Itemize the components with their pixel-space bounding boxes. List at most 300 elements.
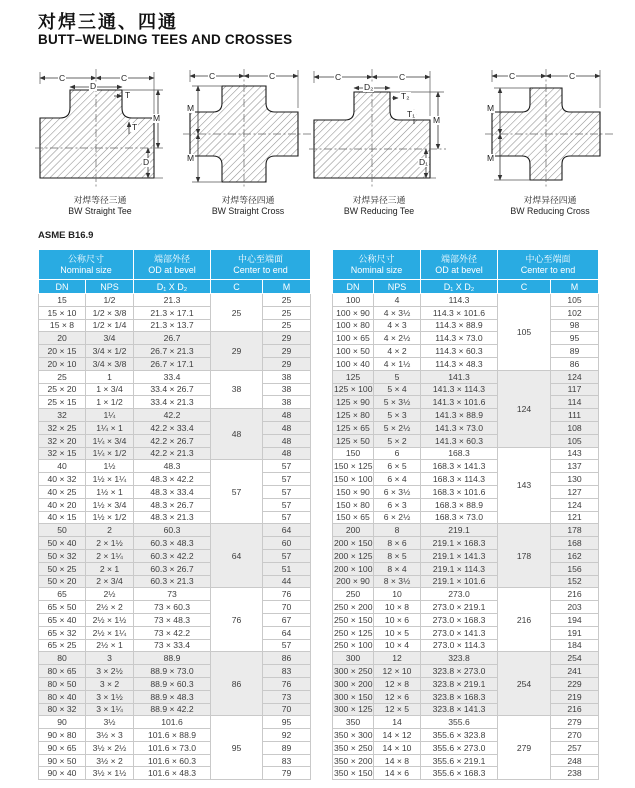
dn-cell: 15 × 10 bbox=[39, 306, 86, 319]
m-cell: 254 bbox=[551, 652, 599, 665]
od-cell: 168.3 × 101.6 bbox=[421, 485, 498, 498]
nps-cell: 6 × 2½ bbox=[374, 511, 421, 524]
header-od-zh: 端部外径 bbox=[153, 253, 190, 264]
nps-cell: 1½ bbox=[86, 460, 134, 473]
dn-cell: 32 bbox=[39, 409, 86, 422]
dn-cell: 80 × 40 bbox=[39, 690, 86, 703]
m-cell: 48 bbox=[263, 434, 311, 447]
table-row bbox=[333, 319, 599, 332]
od-cell: 88.9 × 42.2 bbox=[134, 703, 211, 716]
m-cell: 48 bbox=[263, 421, 311, 434]
od-cell: 114.3 bbox=[421, 294, 498, 307]
header-center-to-end bbox=[211, 250, 311, 280]
dn-cell: 125 bbox=[333, 370, 374, 383]
od-cell: 48.3 × 21.3 bbox=[134, 511, 211, 524]
nps-cell: 3 × 2½ bbox=[86, 665, 134, 678]
dn-cell: 90 bbox=[39, 716, 86, 729]
dn-cell: 50 × 20 bbox=[39, 575, 86, 588]
diagram-bw-reducing-tee bbox=[308, 66, 450, 217]
m-cell: 127 bbox=[551, 485, 599, 498]
dn-cell: 65 bbox=[39, 588, 86, 601]
c-cell: 124 bbox=[498, 370, 551, 447]
dn-cell: 300 × 200 bbox=[334, 678, 373, 689]
dn-cell: 65 × 50 bbox=[39, 601, 86, 614]
straight-tee-drawing bbox=[34, 66, 166, 190]
dn-cell: 65 × 40 bbox=[39, 613, 86, 626]
dim-label-t-top: T bbox=[125, 90, 131, 100]
dn-cell: 80 × 65 bbox=[39, 665, 86, 678]
nps-cell: 3 × 1¼ bbox=[86, 703, 134, 716]
dn-cell: 40 × 20 bbox=[39, 498, 86, 511]
m-cell: 219 bbox=[551, 690, 599, 703]
table-row bbox=[39, 613, 311, 626]
tee-body-section bbox=[40, 90, 154, 178]
table-row bbox=[39, 511, 311, 524]
dn-cell: 125 × 50 bbox=[333, 434, 374, 447]
nps-cell: 5 × 2½ bbox=[374, 421, 421, 434]
dn-cell: 40 × 15 bbox=[39, 511, 86, 524]
nps-cell: 2 × 1½ bbox=[86, 537, 134, 550]
m-cell: 25 bbox=[263, 306, 311, 319]
od-cell: 323.8 × 141.3 bbox=[421, 703, 498, 716]
dn-cell: 90 × 65 bbox=[39, 741, 86, 754]
table-row bbox=[333, 716, 599, 729]
dn-cell: 350 × 250 bbox=[334, 742, 373, 753]
dn-cell: 150 × 100 bbox=[334, 474, 373, 485]
header-od-zh: 端部外径 bbox=[440, 253, 477, 264]
od-cell: 60.3 bbox=[134, 524, 211, 537]
header-nominal-size bbox=[333, 250, 421, 280]
table-row bbox=[333, 741, 599, 754]
dn-cell: 25 × 20 bbox=[39, 383, 86, 396]
page-header bbox=[38, 12, 292, 48]
table-row bbox=[39, 409, 311, 422]
od-cell: 168.3 × 141.3 bbox=[421, 460, 498, 473]
m-cell: 216 bbox=[551, 703, 599, 716]
od-cell: 355.6 × 219.1 bbox=[421, 754, 498, 767]
dn-cell: 150 bbox=[333, 447, 374, 460]
caption-en: BW Reducing Tee bbox=[343, 206, 415, 216]
dn-cell: 90 × 50 bbox=[39, 754, 86, 767]
od-cell: 141.3 × 60.3 bbox=[421, 434, 498, 447]
od-cell: 273.0 bbox=[421, 588, 498, 601]
dn-cell: 150 × 80 bbox=[333, 498, 374, 511]
table-row bbox=[333, 690, 599, 703]
dim-label-t1: T₁ bbox=[407, 109, 416, 119]
header-center-zh: 中心至端面 bbox=[525, 253, 571, 264]
header-center-zh: 中心至端面 bbox=[238, 253, 284, 264]
m-cell: 38 bbox=[263, 383, 311, 396]
nps-cell: 12 × 10 bbox=[374, 665, 421, 678]
nps-cell: 12 × 5 bbox=[374, 703, 421, 716]
table-row bbox=[333, 294, 599, 307]
od-cell: 42.2 × 26.7 bbox=[134, 434, 211, 447]
dim-label-m: M bbox=[153, 113, 161, 123]
table-row bbox=[333, 639, 599, 652]
od-cell: 219.1 × 101.6 bbox=[421, 575, 498, 588]
m-cell: 64 bbox=[263, 524, 311, 537]
header-m: M bbox=[263, 280, 311, 294]
table-row bbox=[39, 665, 311, 678]
od-cell: 219.1 bbox=[421, 524, 498, 537]
nps-cell: 5 × 3 bbox=[374, 409, 421, 422]
table-row bbox=[333, 434, 599, 447]
table-row bbox=[39, 562, 311, 575]
od-cell: 168.3 × 73.0 bbox=[421, 511, 498, 524]
nps-cell: 10 × 4 bbox=[374, 639, 421, 652]
straight-cross-drawing bbox=[182, 66, 314, 190]
od-cell: 73 × 60.3 bbox=[134, 601, 211, 614]
table-row bbox=[333, 588, 599, 601]
table-row bbox=[39, 729, 311, 742]
table-row bbox=[39, 639, 311, 652]
od-cell: 88.9 × 60.3 bbox=[134, 677, 211, 690]
od-cell: 355.6 × 323.8 bbox=[421, 729, 498, 742]
nps-cell: 12 × 6 bbox=[374, 690, 421, 703]
table-row bbox=[39, 396, 311, 409]
nps-cell: 1¼ × 1/2 bbox=[86, 447, 134, 460]
od-cell: 48.3 bbox=[134, 460, 211, 473]
header-nominal-zh: 公称尺寸 bbox=[358, 253, 395, 264]
od-cell: 26.7 × 17.1 bbox=[134, 357, 211, 370]
m-cell: 79 bbox=[263, 767, 311, 780]
m-cell: 137 bbox=[551, 460, 599, 473]
caption-zh: 对焊等径三通 bbox=[73, 195, 127, 205]
table-row bbox=[39, 575, 311, 588]
nps-cell: 5 × 2 bbox=[374, 434, 421, 447]
od-cell: 219.1 × 141.3 bbox=[421, 549, 498, 562]
m-cell: 70 bbox=[263, 703, 311, 716]
nps-cell: 14 bbox=[374, 716, 421, 729]
dn-cell: 250 × 100 bbox=[334, 640, 373, 651]
dim-label-t2: T₂ bbox=[401, 91, 410, 101]
table-row bbox=[333, 575, 599, 588]
m-cell: 279 bbox=[551, 716, 599, 729]
dn-cell: 300 bbox=[333, 652, 374, 665]
dn-cell: 65 × 25 bbox=[39, 639, 86, 652]
dn-cell: 25 × 15 bbox=[39, 396, 86, 409]
c-cell: 105 bbox=[498, 294, 551, 371]
table-row bbox=[39, 473, 311, 486]
dn-cell: 200 × 100 bbox=[334, 563, 373, 574]
m-cell: 238 bbox=[551, 767, 599, 780]
header-nominal-zh: 公称尺寸 bbox=[67, 253, 104, 264]
table-row bbox=[39, 345, 311, 358]
od-cell: 60.3 × 26.7 bbox=[134, 562, 211, 575]
m-cell: 108 bbox=[551, 421, 599, 434]
nps-cell: 1¼ × 3/4 bbox=[86, 434, 134, 447]
od-cell: 42.2 bbox=[134, 409, 211, 422]
od-cell: 323.8 × 219.1 bbox=[421, 677, 498, 690]
dn-cell: 350 × 300 bbox=[334, 729, 373, 740]
table-row bbox=[39, 524, 311, 537]
nps-cell: 3 × 2 bbox=[86, 677, 134, 690]
dn-cell: 200 bbox=[333, 524, 374, 537]
table-row bbox=[333, 460, 599, 473]
c-cell: 38 bbox=[211, 370, 263, 408]
table-row bbox=[333, 562, 599, 575]
m-cell: 25 bbox=[263, 319, 311, 332]
header-dn: DN bbox=[333, 280, 374, 294]
m-cell: 73 bbox=[263, 690, 311, 703]
dn-cell: 200 × 90 bbox=[333, 575, 374, 588]
table-row bbox=[39, 383, 311, 396]
nps-cell: 3½ × 2 bbox=[86, 754, 134, 767]
c-cell: 95 bbox=[211, 716, 263, 780]
dn-cell: 125 × 100 bbox=[334, 384, 373, 395]
table-row bbox=[39, 767, 311, 780]
diagram-bw-reducing-cross bbox=[482, 66, 618, 217]
dn-cell: 200 × 150 bbox=[334, 538, 373, 549]
dn-cell: 250 × 125 bbox=[334, 627, 373, 638]
m-cell: 194 bbox=[551, 613, 599, 626]
m-cell: 124 bbox=[551, 498, 599, 511]
table-row bbox=[39, 652, 311, 665]
table-row bbox=[39, 741, 311, 754]
nps-cell: 8 × 5 bbox=[374, 549, 421, 562]
dn-cell: 65 × 32 bbox=[39, 626, 86, 639]
dn-cell: 250 bbox=[333, 588, 374, 601]
od-cell: 168.3 bbox=[421, 447, 498, 460]
dn-cell: 20 × 10 bbox=[39, 357, 86, 370]
dn-cell: 80 bbox=[39, 652, 86, 665]
nps-cell: 6 bbox=[374, 447, 421, 460]
table-row bbox=[39, 332, 311, 345]
nps-cell: 1½ × 1/2 bbox=[86, 511, 134, 524]
dn-cell: 40 × 25 bbox=[39, 485, 86, 498]
m-cell: 102 bbox=[551, 306, 599, 319]
m-cell: 48 bbox=[263, 447, 311, 460]
nps-cell: 6 × 4 bbox=[374, 473, 421, 486]
od-cell: 88.9 × 73.0 bbox=[134, 665, 211, 678]
dn-cell: 80 × 32 bbox=[39, 703, 86, 716]
m-cell: 89 bbox=[551, 345, 599, 358]
m-cell: 64 bbox=[263, 626, 311, 639]
m-cell: 241 bbox=[551, 665, 599, 678]
page-title-en: BUTT–WELDING TEES AND CROSSES bbox=[38, 32, 293, 47]
m-cell: 76 bbox=[263, 677, 311, 690]
m-cell: 121 bbox=[551, 511, 599, 524]
dn-cell: 90 × 40 bbox=[39, 767, 86, 780]
od-cell: 355.6 × 168.3 bbox=[421, 767, 498, 780]
caption-en: BW Reducing Cross bbox=[510, 206, 590, 216]
dim-label-c-right: C bbox=[569, 71, 576, 81]
table-row bbox=[39, 601, 311, 614]
m-cell: 156 bbox=[551, 562, 599, 575]
caption-zh: 对焊等径四通 bbox=[221, 195, 275, 205]
nps-cell: 2½ × 1¼ bbox=[86, 626, 134, 639]
c-cell: 48 bbox=[211, 409, 263, 460]
table-row bbox=[39, 626, 311, 639]
table-row bbox=[333, 665, 599, 678]
table-row bbox=[39, 306, 311, 319]
header-nominal-en: Nominal size bbox=[350, 264, 403, 275]
caption-en: BW Straight Tee bbox=[68, 206, 132, 216]
table-row bbox=[39, 421, 311, 434]
m-cell: 92 bbox=[263, 729, 311, 742]
dn-cell: 20 × 15 bbox=[39, 345, 86, 358]
nps-cell: 3½ × 2½ bbox=[86, 741, 134, 754]
m-cell: 184 bbox=[551, 639, 599, 652]
od-cell: 355.6 bbox=[421, 716, 498, 729]
nps-cell: 2½ × 1 bbox=[86, 639, 134, 652]
od-cell: 273.0 × 114.3 bbox=[421, 639, 498, 652]
c-cell: 216 bbox=[498, 588, 551, 652]
dn-cell: 80 × 50 bbox=[39, 677, 86, 690]
nps-cell: 2½ × 2 bbox=[86, 601, 134, 614]
table-row bbox=[39, 677, 311, 690]
nps-cell: 2 × 1 bbox=[86, 562, 134, 575]
tee-dimensions-table-right bbox=[332, 249, 599, 780]
dim-label-c-left: C bbox=[59, 73, 66, 83]
od-cell: 33.4 × 21.3 bbox=[134, 396, 211, 409]
od-cell: 323.8 × 273.0 bbox=[421, 665, 498, 678]
table-row bbox=[39, 434, 311, 447]
dn-cell: 32 × 15 bbox=[39, 447, 86, 460]
table-row bbox=[333, 677, 599, 690]
diagram-caption bbox=[182, 195, 314, 217]
dn-cell: 100 × 90 bbox=[333, 306, 374, 319]
c-cell: 254 bbox=[498, 652, 551, 716]
m-cell: 57 bbox=[263, 511, 311, 524]
od-cell: 273.0 × 219.1 bbox=[421, 601, 498, 614]
header-od-at-bevel bbox=[421, 250, 498, 280]
c-cell: 86 bbox=[211, 652, 263, 716]
nps-cell: 12 × 8 bbox=[374, 677, 421, 690]
dn-cell: 300 × 150 bbox=[334, 691, 373, 702]
page-title-zh: 对焊三通、四通 bbox=[38, 12, 178, 32]
header-od-en: OD at bevel bbox=[148, 264, 196, 275]
dn-cell: 40 bbox=[39, 460, 86, 473]
table-row bbox=[39, 319, 311, 332]
header-nps: NPS bbox=[86, 280, 134, 294]
dn-cell: 250 × 150 bbox=[334, 614, 373, 625]
nps-cell: 1/2 bbox=[86, 294, 134, 307]
nps-cell: 10 × 5 bbox=[374, 626, 421, 639]
table-row bbox=[333, 652, 599, 665]
table-row bbox=[39, 370, 311, 383]
dn-cell: 150 × 90 bbox=[333, 485, 374, 498]
caption-en: BW Straight Cross bbox=[211, 206, 285, 216]
table-row bbox=[333, 306, 599, 319]
c-cell: 178 bbox=[498, 524, 551, 588]
nps-cell: 2 bbox=[86, 524, 134, 537]
m-cell: 162 bbox=[551, 549, 599, 562]
od-cell: 88.9 bbox=[134, 652, 211, 665]
header-c: C bbox=[498, 280, 551, 294]
table-row bbox=[39, 294, 311, 307]
m-cell: 152 bbox=[551, 575, 599, 588]
header-od-at-bevel bbox=[134, 250, 211, 280]
dn-cell: 50 × 32 bbox=[39, 549, 86, 562]
m-cell: 44 bbox=[263, 575, 311, 588]
m-cell: 51 bbox=[263, 562, 311, 575]
m-cell: 191 bbox=[551, 626, 599, 639]
nps-cell: 1 bbox=[86, 370, 134, 383]
nps-cell: 4 × 1½ bbox=[374, 357, 421, 370]
m-cell: 38 bbox=[263, 370, 311, 383]
reducing-cross-drawing bbox=[484, 66, 616, 190]
diagram-caption bbox=[34, 195, 166, 217]
nps-cell: 1½ × 1¼ bbox=[86, 473, 134, 486]
table-row bbox=[333, 524, 599, 537]
m-cell: 86 bbox=[263, 652, 311, 665]
od-cell: 73 × 48.3 bbox=[134, 613, 211, 626]
od-cell: 73 × 42.2 bbox=[134, 626, 211, 639]
nps-cell: 3/4 × 3/8 bbox=[86, 357, 134, 370]
dim-label-m-top: M bbox=[487, 103, 495, 113]
c-cell: 64 bbox=[211, 524, 263, 588]
dn-cell: 300 × 125 bbox=[334, 704, 373, 715]
table-row bbox=[333, 626, 599, 639]
table-row bbox=[333, 473, 599, 486]
od-cell: 219.1 × 114.3 bbox=[421, 562, 498, 575]
table-row bbox=[333, 396, 599, 409]
table-row bbox=[39, 549, 311, 562]
nps-cell: 14 × 12 bbox=[374, 729, 421, 742]
dn-cell: 200 × 125 bbox=[334, 550, 373, 561]
dn-cell: 32 × 20 bbox=[39, 434, 86, 447]
table-row bbox=[39, 716, 311, 729]
nps-cell: 4 × 2 bbox=[374, 345, 421, 358]
dn-cell: 350 × 150 bbox=[334, 768, 373, 779]
nps-cell: 2 × 3/4 bbox=[86, 575, 134, 588]
od-cell: 114.3 × 101.6 bbox=[421, 306, 498, 319]
od-cell: 114.3 × 73.0 bbox=[421, 332, 498, 345]
nps-cell: 4 × 3½ bbox=[374, 306, 421, 319]
m-cell: 70 bbox=[263, 601, 311, 614]
nps-cell: 4 bbox=[374, 294, 421, 307]
nps-cell: 1 × 3/4 bbox=[86, 383, 134, 396]
table-row bbox=[333, 613, 599, 626]
nps-cell: 14 × 6 bbox=[374, 767, 421, 780]
od-cell: 219.1 × 168.3 bbox=[421, 537, 498, 550]
m-cell: 95 bbox=[551, 332, 599, 345]
diagram-bw-straight-tee bbox=[34, 66, 166, 217]
nps-cell: 1 × 1/2 bbox=[86, 396, 134, 409]
od-cell: 21.3 × 13.7 bbox=[134, 319, 211, 332]
m-cell: 67 bbox=[263, 613, 311, 626]
od-cell: 114.3 × 48.3 bbox=[421, 357, 498, 370]
m-cell: 111 bbox=[551, 409, 599, 422]
dn-cell: 15 × 8 bbox=[39, 319, 86, 332]
header-nominal-en: Nominal size bbox=[60, 264, 112, 275]
m-cell: 60 bbox=[263, 537, 311, 550]
nps-cell: 14 × 10 bbox=[374, 741, 421, 754]
dn-cell: 15 bbox=[39, 294, 86, 307]
dn-cell: 350 bbox=[333, 716, 374, 729]
m-cell: 57 bbox=[263, 549, 311, 562]
dim-label-c-left: C bbox=[209, 71, 216, 81]
nps-cell: 4 × 3 bbox=[374, 319, 421, 332]
dim-label-m-bottom: M bbox=[487, 153, 495, 163]
c-cell: 25 bbox=[211, 294, 263, 332]
nps-cell: 1½ × 1 bbox=[86, 485, 134, 498]
nps-cell: 8 × 3½ bbox=[374, 575, 421, 588]
table-row bbox=[39, 498, 311, 511]
m-cell: 38 bbox=[263, 396, 311, 409]
c-cell: 57 bbox=[211, 460, 263, 524]
table-row bbox=[333, 601, 599, 614]
table-row bbox=[39, 588, 311, 601]
header-od-en: OD at bevel bbox=[435, 264, 483, 275]
m-cell: 216 bbox=[551, 588, 599, 601]
diagram-bw-straight-cross bbox=[182, 66, 314, 217]
nps-cell: 8 bbox=[374, 524, 421, 537]
dn-cell: 100 bbox=[333, 294, 374, 307]
od-cell: 114.3 × 88.9 bbox=[421, 319, 498, 332]
m-cell: 114 bbox=[551, 396, 599, 409]
